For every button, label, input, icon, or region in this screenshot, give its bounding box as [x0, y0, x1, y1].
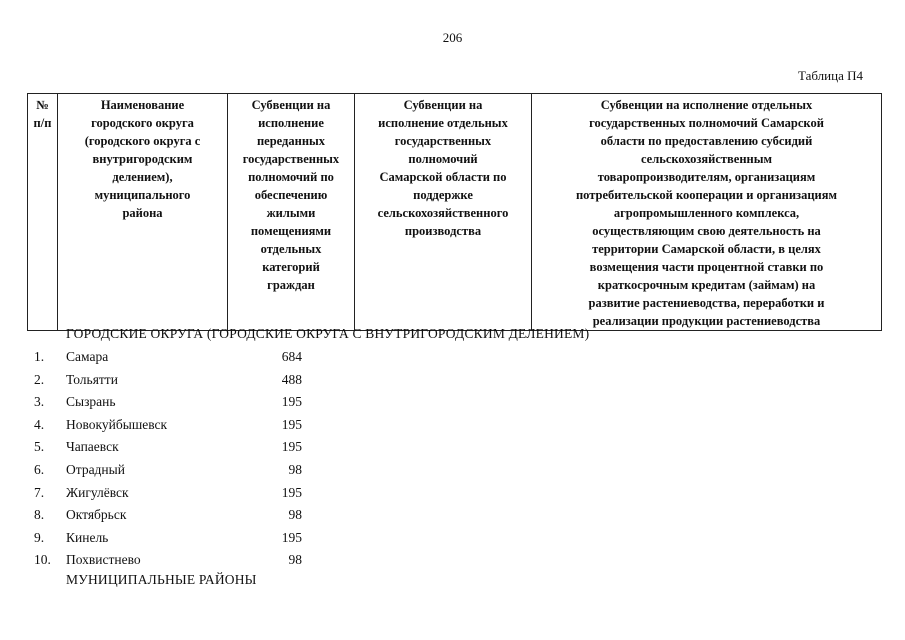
page-number: 206: [442, 30, 463, 45]
row-name: Самара: [66, 349, 109, 364]
section-title-municipal-districts: МУНИЦИПАЛЬНЫЕ РАЙОНЫ: [66, 572, 257, 587]
row-number: 8.: [34, 507, 45, 523]
column-header-housing-subventions: Субвенции на исполнение переданных государственных полномочий по обеспечению жилыми помещениями отдельных категорий граждан: [228, 94, 355, 331]
table-header: [27, 93, 882, 331]
row-name: Отрадный: [66, 461, 125, 477]
row-value: 98: [288, 507, 302, 523]
row-value: 195: [281, 529, 302, 545]
table-row: [0, 528, 905, 551]
row-value: 684: [281, 349, 302, 364]
section-title-city-districts: ГОРОДСКИЕ ОКРУГА (ГОРОДСКИЕ ОКРУГА С ВНУТРИГОРОДСКИМ ДЕЛЕНИЕМ): [66, 326, 590, 341]
column-header-number: № п/п: [28, 94, 58, 331]
table-row: [0, 483, 905, 506]
table-row: [0, 460, 905, 483]
row-name: Октябрьск: [66, 507, 127, 523]
row-number: 10.: [34, 552, 51, 568]
row-value: 98: [288, 461, 302, 477]
table-row: [0, 505, 905, 528]
row-value: 195: [281, 484, 302, 500]
column-header-interest-subsidy-subventions: Субвенции на исполнение отдельных государственных полномочий Самарской области по предоставлению субсидий сельскохозяйственным товаропроизводителям, организациям потребительской кооперации и организациям агропромышленного комплекса, осуществляющим свою деятельность на территории Самарской области, в целях возмещения части процентной ставки по краткосрочным кредитам (займам) на развитие растениеводства, переработки и реализации продукции растениеводства: [532, 94, 882, 331]
table-row: [0, 550, 905, 573]
row-name: Похвистнево: [66, 552, 141, 568]
row-value: 98: [288, 552, 302, 568]
table-row: [0, 437, 905, 460]
row-number: 4.: [34, 416, 45, 432]
row-number: 7.: [34, 484, 45, 500]
table-caption: Таблица П4: [798, 68, 863, 83]
column-header-agriculture-subventions: Субвенции на исполнение отдельных государственных полномочий Самарской области по поддержке сельскохозяйственного производства: [355, 94, 532, 331]
column-header-name: Наименование городского округа (городского округа с внутригородским делением), муниципального района: [58, 94, 228, 331]
row-name: Тольятти: [66, 371, 118, 387]
row-name: Чапаевск: [66, 439, 119, 455]
row-number: 6.: [34, 461, 45, 477]
table-row: [0, 415, 905, 438]
table-row: [0, 392, 905, 415]
row-name: Кинель: [66, 529, 109, 545]
row-number: 3.: [34, 394, 45, 410]
row-name: Жигулёвск: [66, 484, 129, 500]
table-row: [0, 370, 905, 393]
row-value: 195: [281, 416, 302, 432]
row-name: Новокуйбышевск: [66, 416, 168, 432]
row-number: 9.: [34, 529, 45, 545]
table-row: [0, 347, 905, 370]
row-number: 1.: [34, 349, 45, 364]
row-number: 5.: [34, 439, 45, 455]
row-number: 2.: [34, 371, 45, 387]
row-value: 195: [281, 439, 302, 455]
data-rows: [0, 347, 905, 573]
header-row: [28, 94, 882, 331]
row-value: 195: [281, 394, 302, 410]
row-name: Сызрань: [66, 394, 116, 410]
row-value: 488: [281, 371, 302, 387]
